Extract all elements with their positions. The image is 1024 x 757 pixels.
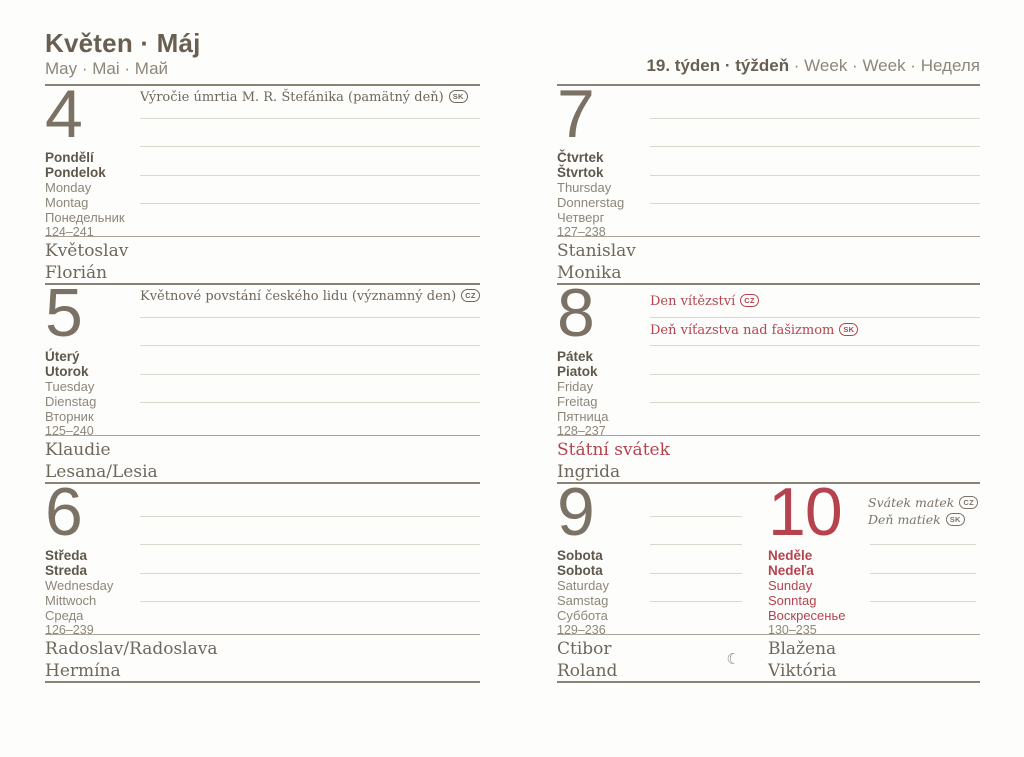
ruled-line	[650, 203, 980, 204]
day-labels	[557, 349, 667, 439]
holiday-note-cz	[868, 495, 978, 510]
holiday-note-cz	[650, 294, 759, 309]
day-block-thursday-7	[557, 76, 980, 283]
nameday-names	[768, 638, 836, 682]
nameday-cz: Ctibor	[557, 639, 612, 659]
ruled-line	[140, 374, 480, 375]
ruled-line	[140, 516, 480, 517]
day-number: 5	[45, 275, 82, 351]
day-block-wednesday-6	[45, 474, 480, 681]
ruled-line	[870, 601, 976, 602]
day-label-ru: Понедельник	[45, 210, 125, 225]
nameday-cz: Radoslav/Radoslava	[45, 639, 218, 659]
nameday-names	[557, 638, 617, 682]
nameday-sk: Florián	[45, 263, 108, 283]
holiday-note-text: Deň víťazstva nad fašizmom	[650, 323, 835, 338]
nameday-sk: Roland	[557, 661, 618, 681]
day-label-cs: Pátek	[557, 349, 594, 364]
moon-phase-icon: ☾	[726, 651, 740, 668]
day-number: 9	[557, 474, 594, 550]
day-label-de: Dienstag	[45, 394, 97, 409]
day-block-monday-4	[45, 76, 480, 283]
country-badge-sk: SK	[839, 323, 858, 336]
ruled-line	[140, 402, 480, 403]
ruled-line	[650, 146, 980, 147]
ruled-line	[650, 175, 980, 176]
country-badge-sk: SK	[946, 513, 965, 526]
day-label-de: Freitag	[557, 394, 598, 409]
day-label-de: Donnerstag	[557, 195, 625, 210]
day-labels	[45, 548, 155, 638]
nameday-sk: Ingrida	[557, 462, 621, 482]
ruled-line	[650, 402, 980, 403]
ruled-line	[140, 203, 480, 204]
ruled-line	[140, 601, 480, 602]
day-label-sk: Štvrtok	[557, 165, 604, 180]
day-block-tuesday-5	[45, 275, 480, 482]
day-label-sk: Streda	[45, 563, 88, 578]
day-label-sk: Nedeľa	[768, 563, 814, 578]
ruled-line	[140, 118, 480, 119]
day-label-cs: Úterý	[45, 349, 80, 364]
day-number: 6	[45, 474, 82, 550]
day-label-cs: Sobota	[557, 548, 603, 563]
holiday-note-text: Svátek matek	[868, 495, 955, 510]
day-block-weekend	[557, 474, 980, 681]
holiday-note-text: Výročie úmrtia M. R. Štefánika (pamätný deň)	[140, 90, 444, 105]
day-of-year-counter: 128–237	[557, 424, 606, 438]
day-labels	[768, 548, 878, 638]
day-label-en: Monday	[45, 180, 92, 195]
day-label-de: Montag	[45, 195, 89, 210]
day-labels	[557, 150, 667, 240]
ruled-line	[650, 374, 980, 375]
day-number: 8	[557, 275, 594, 351]
day-label-cs: Čtvrtek	[557, 150, 604, 165]
day-labels	[557, 548, 667, 638]
holiday-note-text: Květnové povstání českého lidu (významný den)	[140, 289, 457, 304]
day-label-ru: Четверг	[557, 210, 605, 225]
day-label-ru: Среда	[45, 608, 84, 623]
day-labels	[45, 349, 155, 439]
ruled-line	[870, 544, 976, 545]
day-of-year-counter: 130–235	[768, 623, 817, 637]
day-label-sk: Utorok	[45, 364, 89, 379]
public-holiday-label: Státní svátek	[557, 440, 670, 460]
nameday-sk: Viktória	[768, 661, 837, 681]
day-label-en: Thursday	[557, 180, 612, 195]
day-label-ru: Суббота	[557, 608, 608, 623]
day-label-de: Sonntag	[768, 593, 817, 608]
day-block-friday-8	[557, 275, 980, 482]
day-of-year-counter: 124–241	[45, 225, 94, 239]
day-label-cs: Středa	[45, 548, 88, 563]
ruled-line	[140, 345, 480, 346]
nameday-cz: Květoslav	[45, 241, 129, 261]
holiday-note-sk	[650, 323, 858, 338]
ruled-line	[650, 516, 742, 517]
month-subtitle: May · Mai · Май	[45, 59, 169, 78]
ruled-line	[140, 146, 480, 147]
day-label-en: Wednesday	[45, 578, 114, 593]
day-block-sunday-10	[756, 474, 980, 683]
holiday-note-text: Deň matiek	[868, 512, 941, 527]
day-of-year-counter: 129–236	[557, 623, 606, 637]
day-label-sk: Piatok	[557, 364, 598, 379]
ruled-line	[140, 317, 480, 318]
day-block-saturday-9	[557, 474, 742, 683]
holiday-note	[140, 90, 468, 105]
day-label-de: Samstag	[557, 593, 609, 608]
day-label-en: Tuesday	[45, 379, 95, 394]
country-badge-sk: SK	[449, 90, 468, 103]
nameday-cz: Stanislav	[557, 241, 636, 261]
ruled-line	[870, 573, 976, 574]
ruled-line	[650, 317, 980, 318]
ruled-line	[650, 118, 980, 119]
nameday-sk: Monika	[557, 263, 622, 283]
day-label-sk: Sobota	[557, 563, 603, 578]
day-label-de: Mittwoch	[45, 593, 97, 608]
ruled-line	[140, 573, 480, 574]
day-label-sk: Pondelok	[45, 165, 106, 180]
day-label-en: Saturday	[557, 578, 610, 593]
holiday-note-text: Den vítězství	[650, 294, 736, 309]
holiday-note	[140, 289, 480, 304]
day-of-year-counter: 127–238	[557, 225, 606, 239]
country-badge-cz: CZ	[959, 496, 978, 509]
day-label-ru: Пятница	[557, 409, 609, 424]
ruled-line	[650, 544, 742, 545]
day-number: 4	[45, 76, 82, 152]
month-title: Květen · Máj	[45, 28, 201, 58]
day-label-en: Sunday	[768, 578, 813, 593]
nameday-cz: Blažena	[768, 639, 837, 659]
week-header	[557, 56, 980, 76]
ruled-line	[140, 544, 480, 545]
week-number-label: 19. týden · týždeň	[646, 56, 790, 75]
right-page-bottom-rule	[557, 681, 980, 683]
ruled-line	[650, 345, 980, 346]
day-of-year-counter: 126–239	[45, 623, 94, 637]
holiday-note-sk	[868, 512, 965, 527]
nameday-names	[45, 638, 218, 682]
week-label-translations: · Week · Week · Неделя	[789, 56, 980, 75]
ruled-line	[140, 175, 480, 176]
nameday-cz: Klaudie	[45, 440, 111, 460]
day-label-ru: Воскресенье	[768, 608, 846, 623]
day-number: 10	[768, 474, 842, 550]
day-label-ru: Вторник	[45, 409, 94, 424]
day-number: 7	[557, 76, 594, 152]
country-badge-cz: CZ	[461, 289, 480, 302]
day-of-year-counter: 125–240	[45, 424, 94, 438]
country-badge-cz: CZ	[740, 294, 759, 307]
nameday-sk: Lesana/Lesia	[45, 462, 158, 482]
day-labels	[45, 150, 155, 240]
nameday-sk: Hermína	[45, 661, 121, 681]
day-label-cs: Neděle	[768, 548, 813, 563]
day-label-cs: Pondělí	[45, 150, 94, 165]
day-label-en: Friday	[557, 379, 594, 394]
left-page-bottom-rule	[45, 681, 480, 683]
